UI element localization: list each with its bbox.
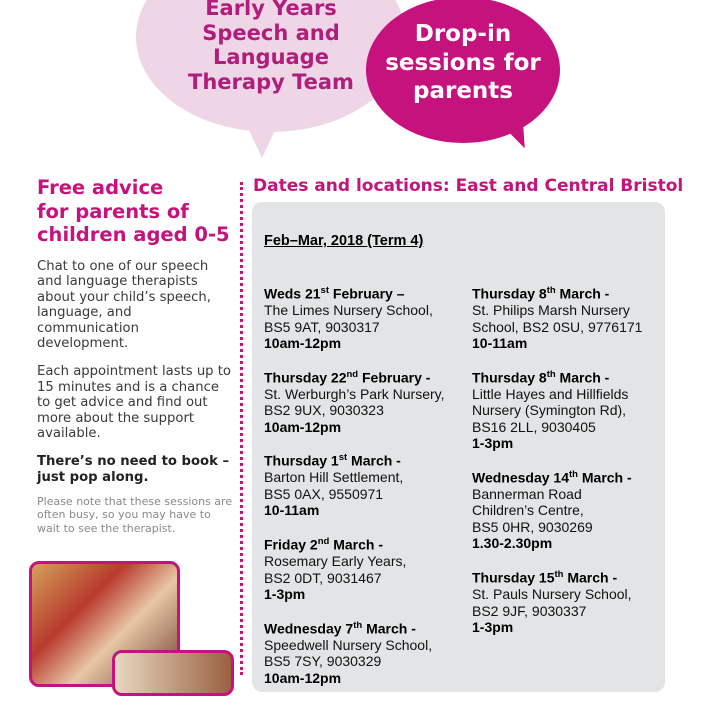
term-heading: Feb–Mar, 2018 (Term 4) (264, 233, 424, 249)
session-venue: Rosemary Early Years, (264, 553, 407, 570)
session-venue: Nursery (Symington Rd), (472, 402, 627, 419)
session-venue: Children’s Centre, (472, 502, 584, 519)
session-entry (472, 367, 662, 452)
session-venue: St. Pauls Nursery School, (472, 586, 632, 603)
session-day: Wednesday 14th March - (472, 468, 632, 486)
session-venue: St. Philips Marsh Nursery (472, 302, 630, 319)
dropin-line: sessions for (385, 49, 541, 76)
session-venue: Little Hayes and Hillfields (472, 385, 629, 402)
session-day: Thursday 15th March - (472, 568, 618, 586)
advice-headline (37, 176, 233, 247)
headline-line: children aged 0-5 (37, 223, 230, 246)
dropin-line: parents (413, 78, 513, 104)
session-day: Thursday 8th March - (472, 368, 610, 386)
session-time: 1.30-2.30pm (472, 535, 553, 552)
session-postcode: BS5 0HR, 9030269 (472, 518, 593, 535)
session-day: Thursday 22nd February - (264, 368, 431, 386)
session-venue: The Limes Nursery School, (264, 302, 433, 319)
schedule-column-left (264, 283, 468, 701)
session-day: Thursday 8th March - (472, 285, 610, 302)
dropin-bubble (366, 0, 560, 143)
nursery-photo (112, 650, 234, 696)
session-entry (264, 367, 468, 436)
session-venue: St. Werburgh’s Park Nursery, (264, 385, 445, 402)
session-postcode: BS2 9UX, 9030323 (264, 402, 384, 419)
session-time: 1-3pm (264, 586, 306, 603)
session-day: Friday 2nd March - (264, 535, 383, 553)
session-entry (264, 534, 468, 603)
schedule-column-right (472, 283, 662, 651)
team-line: Speech and (202, 20, 340, 45)
headline-line: Free advice (37, 176, 164, 199)
session-venue: Bannerman Road (472, 485, 582, 502)
intro-paragraph: Chat to one of our speech and language therapists about your child’s speech, language, and communication development. (37, 258, 211, 352)
session-day: Wednesday 7th March - (264, 619, 416, 637)
team-line: Language (213, 45, 329, 69)
appointment-paragraph: Each appointment lasts up to 15 minutes and is a chance to get advice and find out more about the support available. (37, 364, 231, 442)
team-line: Therapy Team (188, 69, 354, 94)
session-entry (472, 567, 662, 636)
session-postcode: BS5 0AX, 9550971 (264, 485, 384, 502)
session-entry (472, 467, 662, 552)
session-time: 1-3pm (472, 619, 514, 636)
team-bubble-tail (246, 124, 278, 158)
session-time: 10-11am (472, 335, 528, 352)
advice-column (37, 176, 233, 535)
session-time: 10am-12pm (264, 669, 342, 686)
session-entry (264, 450, 468, 519)
session-postcode: BS5 7SY, 9030329 (264, 653, 382, 670)
session-postcode: BS2 9JF, 9030337 (472, 602, 587, 619)
session-time: 1-3pm (472, 435, 514, 452)
headline-line: for parents of (37, 199, 189, 223)
team-line: Early Years (205, 0, 337, 20)
session-time: 10am-12pm (264, 418, 342, 435)
session-postcode: BS16 2LL, 9030405 (472, 418, 596, 435)
dotted-divider (240, 182, 243, 675)
session-time: 10am-12pm (264, 335, 342, 352)
session-postcode: BS2 0DT, 9031467 (264, 569, 382, 586)
session-venue: Barton Hill Settlement, (264, 469, 404, 486)
session-time: 10-11am (264, 502, 320, 519)
session-entry (472, 283, 662, 352)
session-entry (264, 283, 468, 352)
session-day: Thursday 1st March - (264, 452, 401, 469)
busy-note: Please note that these sessions are often busy, so you may have to wait to see the therapist. (37, 495, 233, 535)
session-day: Weds 21st February – (264, 285, 405, 302)
no-booking-note: There’s no need to book – just pop along. (37, 454, 230, 485)
session-postcode: School, BS2 0SU, 9776171 (472, 318, 643, 335)
session-entry (264, 618, 468, 687)
section-title: Dates and locations: East and Central Bristol (253, 176, 684, 196)
dropin-line: Drop-in (414, 21, 512, 47)
session-postcode: BS5 9AT, 9030317 (264, 318, 380, 335)
session-venue: Speedwell Nursery School, (264, 636, 433, 653)
